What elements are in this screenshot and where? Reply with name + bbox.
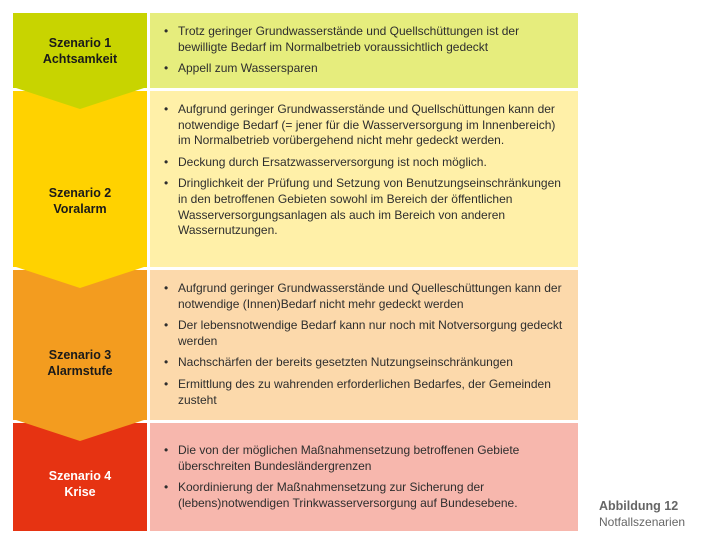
scenario-1-label <box>13 13 147 88</box>
scenario-1-row <box>13 13 578 88</box>
scenario-3-title: Szenario 3 <box>48 348 112 362</box>
scenario-1-title: Szenario 1 <box>48 35 112 50</box>
scenario-3-label <box>13 270 147 420</box>
scenario-2-label <box>13 91 147 267</box>
scenario-4-row <box>13 423 578 531</box>
list-item: • Die von der möglichen Maßnahmensetzung betroffenen Gebiete überschreiten Bundesländergrenzen <box>164 443 568 474</box>
list-item: • Deckung durch Ersatzwasserversorgung ist noch möglich. <box>164 155 568 171</box>
scenario-3-row <box>13 270 578 420</box>
list-item: • Der lebensnotwendige Bedarf kann nur noch mit Notversorgung gedeckt werden <box>164 318 568 349</box>
list-item: • Aufgrund geringer Grundwasserstände und Quellschüttungen kann der notwendige Bedarf (= jener für die Wasserversorgung im Innenbereich) im Normalbetrieb vorübergehend nicht mehr gedeckt werden. <box>164 102 568 149</box>
scenario-1-list <box>164 24 568 77</box>
scenario-4-subtitle: Krise <box>64 485 96 499</box>
scenario-2-subtitle: Voralarm <box>53 202 107 216</box>
scenario-4-title: Szenario 4 <box>48 469 112 483</box>
list-item: • Dringlichkeit der Prüfung und Setzung von Benutzungseinschränkungen in den betroffenen Gebieten sowohl im Bereich der öffentlichen Wasserversorgungsanlagen als auch im Bereich von anderen Wassernutzungen. <box>164 176 568 238</box>
list-item: • Ermittlung des zu wahrenden erforderlichen Bedarfes, der Gemeinden zusteht <box>164 377 568 408</box>
scenario-2-row <box>13 91 578 267</box>
list-item: • Aufgrund geringer Grundwasserstände und Quelleschüttungen kann der notwendige (Innen)Bedarf nicht mehr gedeckt werden <box>164 281 568 312</box>
scenario-1-content <box>147 13 578 88</box>
list-item: • Appell zum Wassersparen <box>164 61 568 77</box>
scenario-3-subtitle: Alarmstufe <box>47 364 113 378</box>
scenario-1-subtitle: Achtsamkeit <box>42 51 118 66</box>
figure-caption <box>599 498 685 530</box>
scenario-2-title: Szenario 2 <box>48 186 112 200</box>
scenario-2-list <box>164 102 568 239</box>
scenario-4-list <box>164 443 568 511</box>
list-item: • Koordinierung der Maßnahmensetzung zur Sicherung der (lebens)notwendigen Trinkwasserversorgung auf Bundesebene. <box>164 480 568 511</box>
list-item: • Nachschärfen der bereits gesetzten Nutzungseinschränkungen <box>164 355 568 371</box>
list-item: • Trotz geringer Grundwasserstände und Quellschüttungen ist der bewilligte Bedarf im Normalbetrieb voraussichtlich gedeckt <box>164 24 568 55</box>
caption-title: Abbildung 12 <box>599 499 679 513</box>
scenario-3-list <box>164 281 568 408</box>
scenario-4-content <box>147 423 578 531</box>
caption-subtitle: Notfallszenarien <box>599 515 686 529</box>
scenario-2-content <box>147 91 578 267</box>
scenario-3-content <box>147 270 578 420</box>
